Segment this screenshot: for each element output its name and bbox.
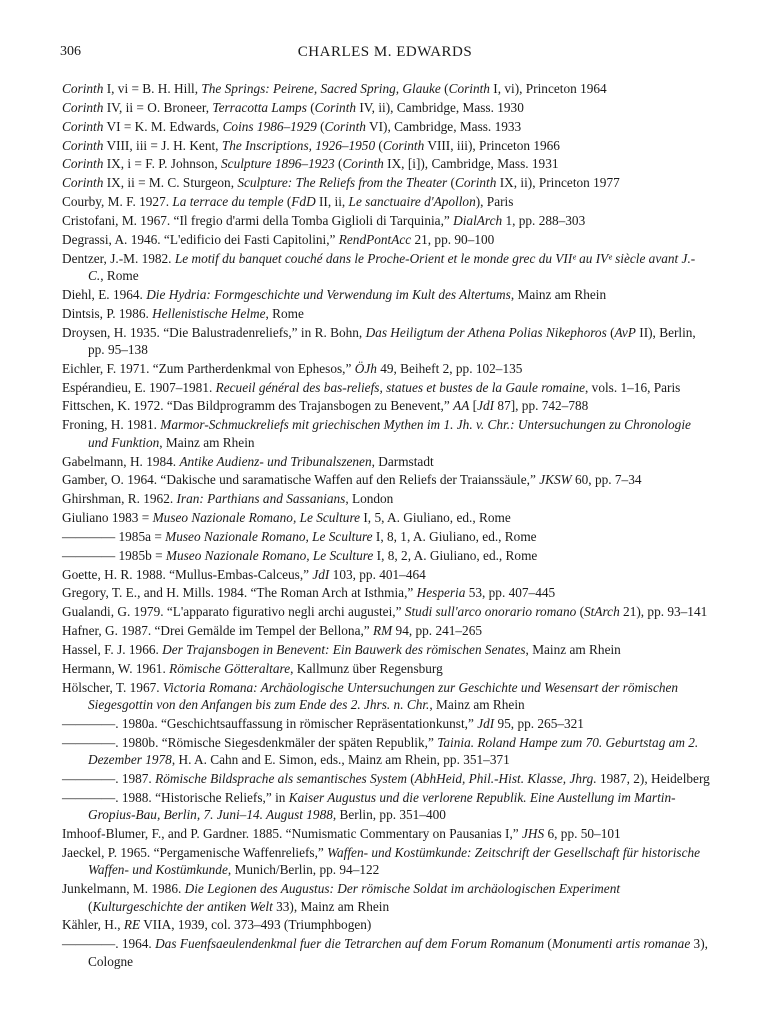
entry-text: , Rome bbox=[265, 305, 304, 321]
entry-text: VIIA, 1939, col. 373–493 (Triumphbogen) bbox=[140, 917, 372, 933]
italic-text: Corinth bbox=[62, 99, 104, 115]
entry-text: ————. 1980a. “Geschichtsauffassung in römischer Repräsentationkunst,” bbox=[62, 715, 478, 731]
italic-text: Römische Bildsprache als semantisches System bbox=[155, 771, 407, 787]
italic-text: Corinth bbox=[448, 81, 490, 96]
italic-text: Coins 1986–1929 bbox=[222, 118, 317, 134]
entry-text: Hölscher, T. 1967. bbox=[62, 679, 163, 695]
entry-text: Jaeckel, P. 1965. “Pergamenische Waffenreliefs,” bbox=[62, 844, 328, 860]
bibliography-entry bbox=[62, 935, 710, 970]
entry-text: ————. 1987. bbox=[62, 771, 156, 787]
italic-text: Hellenistische Helme bbox=[152, 305, 266, 321]
italic-text: Die Legionen des Augustus: Der römische Soldat im archäologischen Experiment bbox=[184, 881, 621, 897]
bibliography-entry bbox=[62, 734, 710, 769]
entry-text: , London bbox=[345, 491, 394, 507]
italic-text: Das Fuenfsaeulendenkmal fuer die Tetrarchen auf dem Forum Romanum bbox=[155, 936, 545, 952]
entry-text: ———— 1985b = bbox=[62, 547, 166, 563]
bibliography-entry bbox=[62, 379, 710, 396]
italic-text: Terracotta Lamps bbox=[212, 99, 307, 115]
italic-text: Victoria Romana: Archäologische Untersuchungen zur Geschichte und Wesensart der römischen Siegesgottin von den Anfangen bis zum Ende des 2. Jhrs. n. Chr. bbox=[88, 679, 679, 713]
italic-text: DialArch bbox=[453, 212, 503, 228]
italic-text: Studi sull'arco onorario romano bbox=[404, 604, 577, 620]
bibliography-entry bbox=[62, 118, 710, 135]
entry-text: ( bbox=[334, 156, 343, 172]
italic-text: Corinth bbox=[324, 118, 366, 134]
entry-text: Hermann, W. 1961. bbox=[62, 660, 170, 676]
bibliography-entry bbox=[62, 509, 710, 526]
italic-text: Corinth bbox=[382, 137, 425, 153]
italic-text: JKSW bbox=[539, 472, 572, 488]
bibliography-entry bbox=[62, 789, 710, 824]
entry-text: I, vi), Princeton 1964 bbox=[489, 81, 607, 96]
entry-text: Fittschen, K. 1972. “Das Bildprogramm des Trajansbogen zu Benevent,” bbox=[62, 398, 454, 414]
italic-text: Corinth bbox=[455, 175, 497, 191]
italic-text: Das Heiligtum der Athena Polias Nikephoros bbox=[365, 324, 607, 340]
entry-text: 95, pp. 265–321 bbox=[494, 715, 584, 731]
entry-text: 21, pp. 90–100 bbox=[411, 231, 495, 247]
entry-text: Hassel, F. J. 1966. bbox=[62, 642, 163, 657]
entry-text: , Mainz am Rhein bbox=[510, 286, 607, 302]
bibliography-entry bbox=[62, 324, 710, 359]
entry-text: ( bbox=[544, 936, 552, 952]
bibliography-entry bbox=[62, 471, 710, 488]
italic-text: Antike Audienz- und Tribunalszenen bbox=[179, 453, 372, 469]
entry-text: Degrassi, A. 1946. “L'edificio dei Fasti Capitolini,” bbox=[62, 231, 339, 247]
entry-text: , Rome bbox=[100, 268, 139, 283]
italic-text: The Springs: Peirene, Sacred Spring, Glauke bbox=[201, 81, 441, 96]
italic-text: Kaiser Augustus und die verlorene Republik. Eine Austellung im Martin-Gropius-Bau, Berlin, 7. Juni–14. August 1988 bbox=[88, 789, 676, 823]
entry-text: Gabelmann, H. 1984. bbox=[62, 453, 180, 469]
bibliography-entry bbox=[62, 603, 710, 620]
entry-text: 60, pp. 7–34 bbox=[571, 472, 642, 488]
page-number: 306 bbox=[60, 44, 81, 59]
entry-text: , Darmstadt bbox=[371, 453, 434, 469]
entry-text: IX, i = F. P. Johnson, bbox=[103, 156, 222, 172]
entry-text: IX, [i]), Cambridge, Mass. 1931 bbox=[383, 156, 559, 172]
italic-text: Sculpture 1896–1923 bbox=[221, 156, 335, 172]
bibliography-entry bbox=[62, 137, 710, 154]
bibliography-entry bbox=[62, 916, 710, 933]
entry-text: Gamber, O. 1964. “Dakische und saramatische Waffen auf den Reliefs der Traianssäule,” bbox=[62, 472, 540, 488]
italic-text: AbhHeid, Phil.-Hist. Klasse, Jhrg. bbox=[414, 771, 597, 787]
italic-text: AvP bbox=[614, 324, 636, 340]
italic-text: Iran: Parthians and Sassanians bbox=[176, 491, 346, 507]
bibliography-entry bbox=[62, 490, 710, 507]
entry-text: ————. 1980b. “Römische Siegesdenkmäler der späten Republik,” bbox=[62, 734, 438, 750]
italic-text: Kulturgeschichte der antiken Welt bbox=[92, 898, 273, 914]
italic-text: Tainia. Roland Hampe zum 70. Geburtstag am 2. Dezember 1978 bbox=[88, 734, 699, 768]
entry-text: Kähler, H., bbox=[62, 917, 124, 933]
bibliography-entry bbox=[62, 155, 710, 172]
entry-text: [ bbox=[469, 398, 478, 414]
entry-text: 3), Cologne bbox=[88, 936, 708, 969]
bibliography-entry bbox=[62, 193, 710, 210]
bibliography-entry bbox=[62, 231, 710, 248]
italic-text: Museo Nazionale Romano, Le Sculture bbox=[152, 510, 361, 526]
italic-text: JHS bbox=[522, 826, 545, 842]
entry-text: Courby, M. F. 1927. bbox=[62, 194, 173, 210]
entry-text: I, 8, 1, A. Giuliano, ed., Rome bbox=[372, 528, 537, 544]
entry-text: 87], pp. 742–788 bbox=[494, 398, 589, 414]
italic-text: Sculpture: The Reliefs from the Theater bbox=[237, 175, 448, 191]
entry-text: 1987, 2), Heidelberg bbox=[596, 771, 710, 787]
bibliography-entry bbox=[62, 453, 710, 470]
entry-text: ( bbox=[306, 99, 315, 115]
entry-text: Hafner, G. 1987. “Drei Gemälde im Tempel der Bellona,” bbox=[62, 623, 374, 639]
bibliography-entry bbox=[62, 80, 710, 97]
entry-text: Gualandi, G. 1979. “L'apparato figurativo negli archi augustei,” bbox=[62, 604, 405, 620]
entry-text: , Kallmunz über Regensburg bbox=[290, 660, 443, 676]
entry-text: Froning, H. 1981. bbox=[62, 417, 161, 433]
entry-text: ( bbox=[576, 604, 585, 620]
italic-text: ÖJh bbox=[354, 360, 377, 376]
entry-text: Droysen, H. 1935. “Die Balustradenreliefs,” in R. Bohn, bbox=[62, 324, 366, 340]
entry-text: II), Berlin, pp. 95–138 bbox=[88, 324, 696, 357]
entry-text: ( bbox=[606, 324, 615, 340]
entry-text: , Berlin, pp. 351–400 bbox=[332, 807, 446, 823]
italic-text: Museo Nazionale Romano, Le Sculture bbox=[165, 547, 374, 563]
italic-text: Der Trajansbogen in Benevent: Ein Bauwerk des römischen Senates bbox=[162, 642, 526, 657]
entry-text: Diehl, E. 1964. bbox=[62, 286, 147, 302]
italic-text: Corinth bbox=[62, 81, 104, 96]
page-header bbox=[60, 44, 710, 64]
entry-text: VI = K. M. Edwards, bbox=[103, 118, 223, 134]
entry-text: ————. 1964. bbox=[62, 936, 156, 952]
entry-text: II, ii, bbox=[315, 194, 349, 210]
bibliography-entry bbox=[62, 825, 710, 842]
italic-text: Corinth bbox=[314, 99, 357, 115]
italic-text: StArch bbox=[584, 604, 620, 620]
entry-text: ———— 1985a = bbox=[62, 528, 166, 544]
bibliography-entry bbox=[62, 679, 710, 714]
bibliography-entry bbox=[62, 99, 710, 116]
entry-text: Junkelmann, M. 1986. bbox=[62, 881, 185, 897]
bibliography-entry bbox=[62, 844, 710, 879]
italic-text: Corinth bbox=[62, 175, 104, 191]
bibliography-entry bbox=[62, 360, 710, 377]
entry-text: Gregory, T. E., and H. Mills. 1984. “The Roman Arch at Isthmia,” bbox=[62, 585, 417, 601]
bibliography-entry bbox=[62, 286, 710, 303]
italic-text: Corinth bbox=[62, 156, 104, 172]
entry-text: 49, Beiheft 2, pp. 102–135 bbox=[376, 360, 523, 376]
italic-text: JdI bbox=[477, 715, 495, 731]
italic-text: Le motif du banquet couché dans le Proche-Orient et le monde grec du VIIᵉ au IVᵉ siècle avant J.-C. bbox=[88, 250, 696, 283]
entry-text: 103, pp. 401–464 bbox=[329, 566, 426, 582]
italic-text: JdI bbox=[477, 398, 495, 414]
italic-text: Corinth bbox=[62, 118, 104, 134]
entry-text: I, 5, A. Giuliano, ed., Rome bbox=[360, 510, 511, 526]
entry-text: VIII, iii), Princeton 1966 bbox=[424, 137, 560, 153]
bibliography-entry bbox=[62, 622, 710, 639]
bibliography-entry bbox=[62, 528, 710, 545]
entry-text: 53, pp. 407–445 bbox=[465, 585, 556, 601]
italic-text: AA bbox=[453, 398, 470, 414]
entry-text: ————. 1988. “Historische Reliefs,” in bbox=[62, 789, 289, 805]
bibliography-entry bbox=[62, 584, 710, 601]
bibliography-entry bbox=[62, 641, 710, 658]
italic-text: Monumenti artis romanae bbox=[551, 936, 691, 952]
bibliography-entry bbox=[62, 660, 710, 677]
entry-text: IX, ii), Princeton 1977 bbox=[496, 175, 620, 191]
entry-text: ( bbox=[88, 898, 93, 914]
bibliography-entry bbox=[62, 212, 710, 229]
italic-text: The Inscriptions, 1926–1950 bbox=[221, 137, 376, 153]
entry-text: , Mainz am Rhein bbox=[525, 642, 621, 657]
italic-text: Recueil général des bas-reliefs, statues et bustes de la Gaule romaine bbox=[215, 379, 586, 395]
entry-text: Imhoof-Blumer, F., and P. Gardner. 1885. “Numismatic Commentary on Pausanias I,” bbox=[62, 826, 523, 842]
italic-text: Corinth bbox=[62, 137, 104, 153]
bibliography-entry bbox=[62, 397, 710, 414]
bibliography-entry bbox=[62, 250, 710, 285]
entry-text: , H. A. Cahn and E. Simon, eds., Mainz am Rhein, pp. 351–371 bbox=[171, 752, 510, 768]
italic-text: Museo Nazionale Romano, Le Sculture bbox=[165, 528, 373, 544]
entry-text: Espérandieu, E. 1907–1981. bbox=[62, 379, 216, 395]
entry-text: IV, ii = O. Broneer, bbox=[103, 99, 213, 115]
italic-text: Die Hydria: Formgeschichte und Verwendung im Kult des Altertums bbox=[146, 286, 511, 302]
bibliography-entry bbox=[62, 880, 710, 915]
entry-text: 33), Mainz am Rhein bbox=[272, 898, 390, 914]
entry-text: ), Paris bbox=[475, 194, 514, 210]
entry-text: ( bbox=[316, 118, 325, 134]
italic-text: Waffen- und Kostümkunde: Zeitschrift der Gesellschaft für historische Waffen- und Kostümkunde bbox=[88, 844, 701, 878]
bibliography-entry bbox=[62, 770, 710, 787]
entry-text: 1, pp. 288–303 bbox=[502, 212, 586, 228]
entry-text: , Mainz am Rhein bbox=[159, 434, 255, 450]
bibliography-entry bbox=[62, 566, 710, 583]
entry-text: Ghirshman, R. 1962. bbox=[62, 491, 177, 507]
entry-text: 21), pp. 93–141 bbox=[619, 604, 708, 620]
entry-text: 6, pp. 50–101 bbox=[544, 826, 621, 842]
italic-text: Corinth bbox=[342, 156, 384, 172]
entry-text: Dintsis, P. 1986. bbox=[62, 305, 153, 321]
bibliography-entry bbox=[62, 547, 710, 564]
entry-text: , Mainz am Rhein bbox=[429, 697, 525, 713]
entry-text: Dentzer, J.-M. 1982. bbox=[62, 250, 175, 266]
italic-text: Marmor-Schmuckreliefs mit griechischen Mythen im 1. Jh. v. Chr.: Untersuchungen zu Chronologie und Funktion bbox=[88, 417, 691, 450]
entry-text: Goette, H. R. 1988. “Mullus-Embas-Calceus,” bbox=[62, 566, 313, 582]
entry-text: I, 8, 2, A. Giuliano, ed., Rome bbox=[373, 547, 538, 563]
entry-text: IV, ii), Cambridge, Mass. 1930 bbox=[356, 99, 524, 115]
entry-text: VIII, iii = J. H. Kent, bbox=[103, 137, 222, 153]
bibliography-entry bbox=[62, 174, 710, 191]
entry-text: VI), Cambridge, Mass. 1933 bbox=[365, 118, 522, 134]
entry-text: I, vi = B. H. Hill, bbox=[103, 81, 202, 96]
entry-text: Cristofani, M. 1967. “Il fregio d'armi della Tomba Giglioli di Tarquinia,” bbox=[62, 212, 454, 228]
italic-text: RM bbox=[373, 623, 393, 639]
entry-text: ( bbox=[447, 175, 455, 191]
entry-text: ( bbox=[375, 137, 383, 153]
entry-text: IX, ii = M. C. Sturgeon, bbox=[103, 175, 238, 191]
bibliography-entry bbox=[62, 715, 710, 732]
running-title: CHARLES M. EDWARDS bbox=[297, 44, 473, 60]
italic-text: Le sanctuaire d'Apollon bbox=[348, 194, 476, 210]
entry-text: 94, pp. 241–265 bbox=[392, 623, 482, 639]
bibliography-list bbox=[62, 80, 710, 972]
italic-text: FdD bbox=[291, 194, 316, 210]
italic-text: RendPontAcc bbox=[338, 231, 412, 247]
entry-text: ( bbox=[283, 194, 292, 210]
entry-text: Giuliano 1983 = bbox=[62, 510, 153, 526]
entry-text: ( bbox=[440, 81, 449, 96]
italic-text: La terrace du temple bbox=[172, 194, 284, 210]
bibliography-entry bbox=[62, 305, 710, 322]
italic-text: JdI bbox=[312, 566, 330, 582]
entry-text: Eichler, F. 1971. “Zum Partherdenkmal von Ephesos,” bbox=[62, 360, 355, 376]
italic-text: RE bbox=[123, 917, 141, 933]
entry-text: ( bbox=[406, 771, 415, 787]
bibliography-entry bbox=[62, 416, 710, 451]
italic-text: Römische Götteraltare bbox=[169, 660, 291, 676]
italic-text: Hesperia bbox=[416, 585, 466, 601]
entry-text: , Munich/Berlin, pp. 94–122 bbox=[227, 862, 380, 878]
entry-text: , vols. 1–16, Paris bbox=[585, 379, 681, 395]
